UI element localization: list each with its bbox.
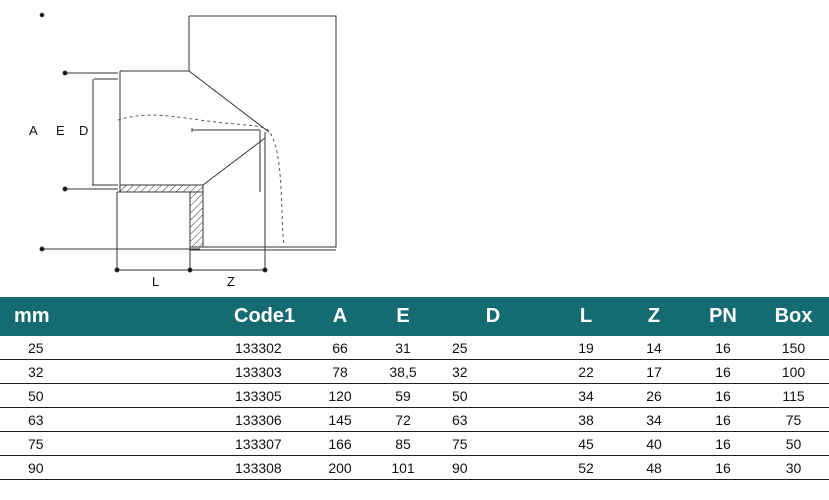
dimension-label-l: L: [152, 274, 160, 289]
header-code: Code1: [88, 297, 308, 336]
cell-pn: 16: [688, 408, 758, 432]
cell-box: 50: [758, 432, 829, 456]
table-row: [0, 456, 829, 480]
cell-e: 31: [372, 336, 434, 360]
cell-a: 166: [308, 432, 372, 456]
dimension-label-z: Z: [227, 274, 235, 289]
cell-pn: 16: [688, 384, 758, 408]
cell-d: 32: [434, 360, 552, 384]
header-e: E: [372, 297, 434, 336]
cell-l: 34: [552, 384, 620, 408]
cell-l: 45: [552, 432, 620, 456]
cell-l: 52: [552, 456, 620, 480]
dimension-label-e: E: [56, 123, 65, 138]
table-row: [0, 336, 829, 360]
cell-code: 133305: [88, 384, 308, 408]
cell-z: 40: [620, 432, 688, 456]
cell-a: 145: [308, 408, 372, 432]
cell-code: 133302: [88, 336, 308, 360]
cell-box: 75: [758, 408, 829, 432]
table-row: [0, 408, 829, 432]
cell-z: 17: [620, 360, 688, 384]
cell-e: 85: [372, 432, 434, 456]
cell-d: 50: [434, 384, 552, 408]
cell-a: 66: [308, 336, 372, 360]
cell-e: 38,5: [372, 360, 434, 384]
cell-l: 19: [552, 336, 620, 360]
cell-mm: 32: [0, 360, 88, 384]
cell-box: 115: [758, 384, 829, 408]
cell-mm: 25: [0, 336, 88, 360]
cell-pn: 16: [688, 336, 758, 360]
cell-d: 63: [434, 408, 552, 432]
cell-e: 72: [372, 408, 434, 432]
header-box: Box: [758, 297, 829, 336]
cell-a: 200: [308, 456, 372, 480]
cell-z: 34: [620, 408, 688, 432]
cell-e: 59: [372, 384, 434, 408]
table-row: [0, 384, 829, 408]
hatched-wall-side: [190, 192, 203, 247]
cell-z: 26: [620, 384, 688, 408]
header-mm: mm: [0, 297, 88, 336]
header-l: L: [552, 297, 620, 336]
cell-d: 90: [434, 456, 552, 480]
cell-a: 120: [308, 384, 372, 408]
cell-mm: 90: [0, 456, 88, 480]
header-a: A: [308, 297, 372, 336]
header-z: Z: [620, 297, 688, 336]
cell-pn: 16: [688, 432, 758, 456]
table-row: [0, 432, 829, 456]
dimension-lines: [40, 13, 267, 272]
cell-pn: 16: [688, 360, 758, 384]
cell-box: 150: [758, 336, 829, 360]
cell-l: 38: [552, 408, 620, 432]
cell-box: 100: [758, 360, 829, 384]
header-d: D: [434, 297, 552, 336]
dimension-label-a: A: [29, 123, 38, 138]
header-pn: PN: [688, 297, 758, 336]
cell-code: 133306: [88, 408, 308, 432]
cell-code: 133308: [88, 456, 308, 480]
cell-z: 48: [620, 456, 688, 480]
cell-l: 22: [552, 360, 620, 384]
dimension-label-d: D: [79, 123, 89, 138]
table-row: [0, 360, 829, 384]
cell-mm: 63: [0, 408, 88, 432]
cell-d: 25: [434, 336, 552, 360]
cell-z: 14: [620, 336, 688, 360]
cell-e: 101: [372, 456, 434, 480]
table-header-row: [0, 297, 829, 336]
hatched-wall-top: [120, 185, 203, 192]
specification-table: [0, 297, 829, 480]
cell-a: 78: [308, 360, 372, 384]
cell-pn: 16: [688, 456, 758, 480]
cell-d: 75: [434, 432, 552, 456]
cell-code: 133307: [88, 432, 308, 456]
cell-mm: 50: [0, 384, 88, 408]
cell-box: 30: [758, 456, 829, 480]
cell-code: 133303: [88, 360, 308, 384]
elbow-outline: [117, 16, 336, 270]
cell-mm: 75: [0, 432, 88, 456]
